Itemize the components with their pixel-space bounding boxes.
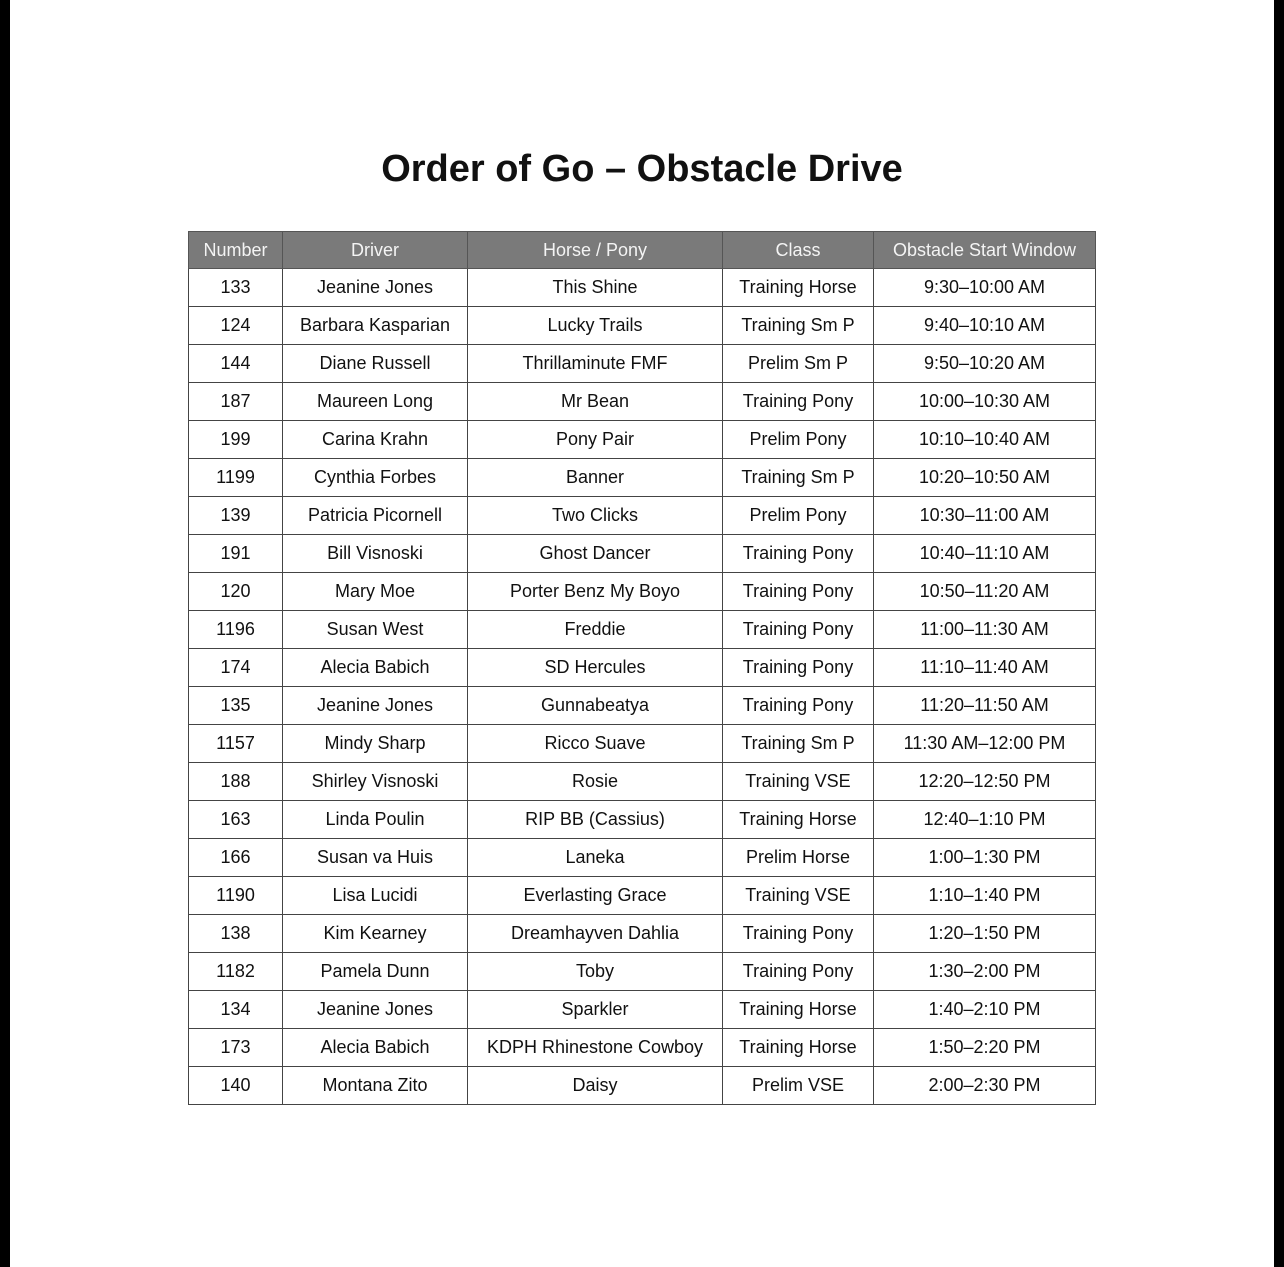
table-row: [189, 307, 1096, 345]
number-cell: 187: [189, 383, 283, 421]
horse-pony-cell: Pony Pair: [468, 421, 723, 459]
class-cell: Prelim VSE: [723, 1067, 874, 1105]
driver-cell: Shirley Visnoski: [283, 763, 468, 801]
table-body: [189, 269, 1096, 1105]
start-window-cell: 10:00–10:30 AM: [874, 383, 1096, 421]
driver-cell: Maureen Long: [283, 383, 468, 421]
number-cell: 1199: [189, 459, 283, 497]
driver-cell: Susan va Huis: [283, 839, 468, 877]
table-row: [189, 497, 1096, 535]
start-window-cell: 10:30–11:00 AM: [874, 497, 1096, 535]
start-window-cell: 12:40–1:10 PM: [874, 801, 1096, 839]
class-cell: Training Horse: [723, 801, 874, 839]
number-cell: 191: [189, 535, 283, 573]
horse-pony-cell: SD Hercules: [468, 649, 723, 687]
class-cell: Training VSE: [723, 877, 874, 915]
class-cell: Training Horse: [723, 269, 874, 307]
table-row: [189, 269, 1096, 307]
class-cell: Training Pony: [723, 573, 874, 611]
horse-pony-cell: Ricco Suave: [468, 725, 723, 763]
table-row: [189, 763, 1096, 801]
driver-cell: Jeanine Jones: [283, 991, 468, 1029]
start-window-cell: 1:50–2:20 PM: [874, 1029, 1096, 1067]
column-header-horse-pony: Horse / Pony: [468, 232, 723, 269]
table-row: [189, 1029, 1096, 1067]
class-cell: Training VSE: [723, 763, 874, 801]
start-window-cell: 2:00–2:30 PM: [874, 1067, 1096, 1105]
start-window-cell: 1:30–2:00 PM: [874, 953, 1096, 991]
number-cell: 1196: [189, 611, 283, 649]
number-cell: 199: [189, 421, 283, 459]
class-cell: Training Pony: [723, 535, 874, 573]
horse-pony-cell: Gunnabeatya: [468, 687, 723, 725]
start-window-cell: 9:50–10:20 AM: [874, 345, 1096, 383]
table-row: [189, 421, 1096, 459]
document-page: [10, 0, 1274, 1267]
driver-cell: Alecia Babich: [283, 649, 468, 687]
number-cell: 163: [189, 801, 283, 839]
number-cell: 173: [189, 1029, 283, 1067]
driver-cell: Carina Krahn: [283, 421, 468, 459]
class-cell: Training Horse: [723, 991, 874, 1029]
driver-cell: Bill Visnoski: [283, 535, 468, 573]
class-cell: Prelim Pony: [723, 497, 874, 535]
driver-cell: Kim Kearney: [283, 915, 468, 953]
horse-pony-cell: Freddie: [468, 611, 723, 649]
start-window-cell: 11:30 AM–12:00 PM: [874, 725, 1096, 763]
number-cell: 120: [189, 573, 283, 611]
driver-cell: Jeanine Jones: [283, 687, 468, 725]
horse-pony-cell: Two Clicks: [468, 497, 723, 535]
start-window-cell: 9:30–10:00 AM: [874, 269, 1096, 307]
table-row: [189, 839, 1096, 877]
class-cell: Prelim Horse: [723, 839, 874, 877]
horse-pony-cell: Daisy: [468, 1067, 723, 1105]
start-window-cell: 1:40–2:10 PM: [874, 991, 1096, 1029]
number-cell: 174: [189, 649, 283, 687]
driver-cell: Patricia Picornell: [283, 497, 468, 535]
number-cell: 124: [189, 307, 283, 345]
class-cell: Training Horse: [723, 1029, 874, 1067]
class-cell: Training Pony: [723, 383, 874, 421]
number-cell: 188: [189, 763, 283, 801]
table-row: [189, 725, 1096, 763]
horse-pony-cell: KDPH Rhinestone Cowboy: [468, 1029, 723, 1067]
table-row: [189, 1067, 1096, 1105]
horse-pony-cell: Thrillaminute FMF: [468, 345, 723, 383]
horse-pony-cell: Mr Bean: [468, 383, 723, 421]
number-cell: 1157: [189, 725, 283, 763]
column-header-driver: Driver: [283, 232, 468, 269]
class-cell: Prelim Sm P: [723, 345, 874, 383]
class-cell: Training Pony: [723, 611, 874, 649]
horse-pony-cell: Banner: [468, 459, 723, 497]
number-cell: 166: [189, 839, 283, 877]
number-cell: 134: [189, 991, 283, 1029]
start-window-cell: 10:50–11:20 AM: [874, 573, 1096, 611]
page-title: Order of Go – Obstacle Drive: [381, 148, 903, 190]
table-row: [189, 953, 1096, 991]
class-cell: Training Sm P: [723, 307, 874, 345]
class-cell: Training Sm P: [723, 725, 874, 763]
start-window-cell: 9:40–10:10 AM: [874, 307, 1096, 345]
horse-pony-cell: RIP BB (Cassius): [468, 801, 723, 839]
driver-cell: Pamela Dunn: [283, 953, 468, 991]
table-row: [189, 573, 1096, 611]
header-row: [189, 232, 1096, 269]
table-row: [189, 877, 1096, 915]
horse-pony-cell: Porter Benz My Boyo: [468, 573, 723, 611]
class-cell: Training Sm P: [723, 459, 874, 497]
driver-cell: Montana Zito: [283, 1067, 468, 1105]
number-cell: 135: [189, 687, 283, 725]
class-cell: Training Pony: [723, 687, 874, 725]
start-window-cell: 1:20–1:50 PM: [874, 915, 1096, 953]
horse-pony-cell: This Shine: [468, 269, 723, 307]
table-row: [189, 383, 1096, 421]
number-cell: 1182: [189, 953, 283, 991]
driver-cell: Susan West: [283, 611, 468, 649]
class-cell: Training Pony: [723, 649, 874, 687]
table-row: [189, 535, 1096, 573]
order-of-go-table: [188, 231, 1096, 1105]
table-row: [189, 611, 1096, 649]
driver-cell: Linda Poulin: [283, 801, 468, 839]
driver-cell: Cynthia Forbes: [283, 459, 468, 497]
horse-pony-cell: Lucky Trails: [468, 307, 723, 345]
start-window-cell: 1:10–1:40 PM: [874, 877, 1096, 915]
start-window-cell: 1:00–1:30 PM: [874, 839, 1096, 877]
table-row: [189, 915, 1096, 953]
number-cell: 133: [189, 269, 283, 307]
horse-pony-cell: Sparkler: [468, 991, 723, 1029]
start-window-cell: 11:00–11:30 AM: [874, 611, 1096, 649]
driver-cell: Alecia Babich: [283, 1029, 468, 1067]
horse-pony-cell: Laneka: [468, 839, 723, 877]
driver-cell: Lisa Lucidi: [283, 877, 468, 915]
horse-pony-cell: Ghost Dancer: [468, 535, 723, 573]
column-header-number: Number: [189, 232, 283, 269]
start-window-cell: 10:20–10:50 AM: [874, 459, 1096, 497]
number-cell: 144: [189, 345, 283, 383]
start-window-cell: 10:40–11:10 AM: [874, 535, 1096, 573]
start-window-cell: 11:10–11:40 AM: [874, 649, 1096, 687]
driver-cell: Mindy Sharp: [283, 725, 468, 763]
table-row: [189, 649, 1096, 687]
table-row: [189, 345, 1096, 383]
driver-cell: Mary Moe: [283, 573, 468, 611]
column-header-class: Class: [723, 232, 874, 269]
table-row: [189, 459, 1096, 497]
class-cell: Training Pony: [723, 915, 874, 953]
class-cell: Training Pony: [723, 953, 874, 991]
start-window-cell: 10:10–10:40 AM: [874, 421, 1096, 459]
number-cell: 139: [189, 497, 283, 535]
column-header-start-window: Obstacle Start Window: [874, 232, 1096, 269]
start-window-cell: 11:20–11:50 AM: [874, 687, 1096, 725]
table-row: [189, 991, 1096, 1029]
driver-cell: Jeanine Jones: [283, 269, 468, 307]
table-row: [189, 687, 1096, 725]
number-cell: 140: [189, 1067, 283, 1105]
driver-cell: Barbara Kasparian: [283, 307, 468, 345]
start-window-cell: 12:20–12:50 PM: [874, 763, 1096, 801]
horse-pony-cell: Rosie: [468, 763, 723, 801]
driver-cell: Diane Russell: [283, 345, 468, 383]
class-cell: Prelim Pony: [723, 421, 874, 459]
horse-pony-cell: Toby: [468, 953, 723, 991]
table-row: [189, 801, 1096, 839]
horse-pony-cell: Dreamhayven Dahlia: [468, 915, 723, 953]
number-cell: 138: [189, 915, 283, 953]
horse-pony-cell: Everlasting Grace: [468, 877, 723, 915]
number-cell: 1190: [189, 877, 283, 915]
